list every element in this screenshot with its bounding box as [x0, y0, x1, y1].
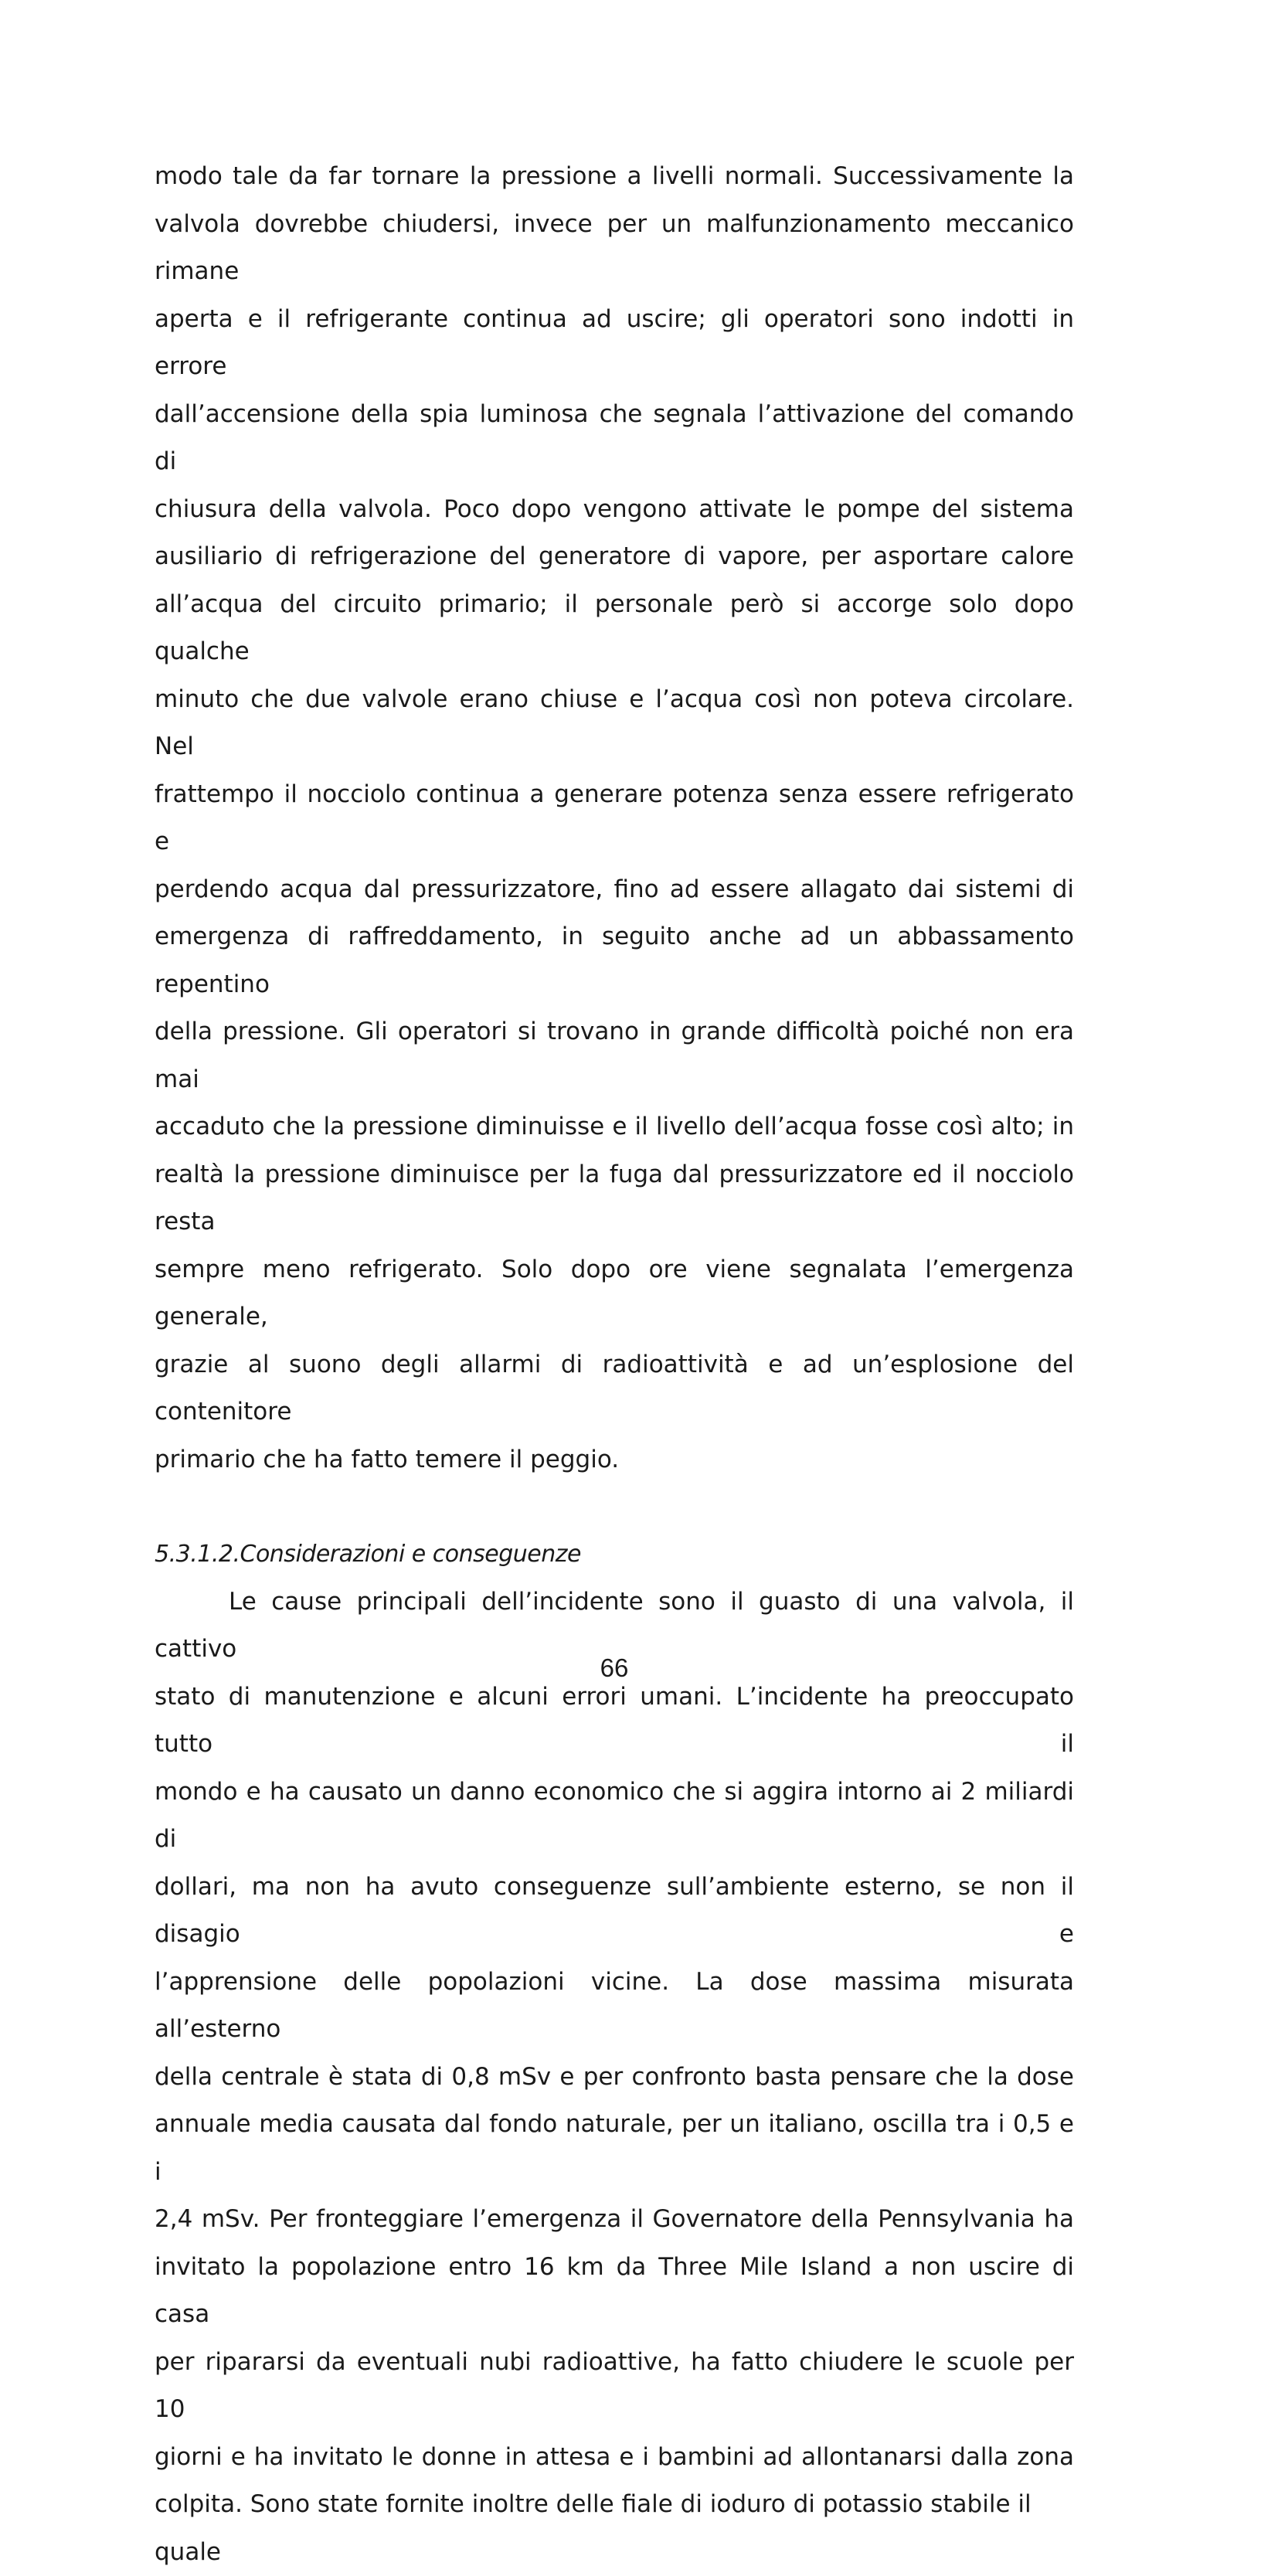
paragraph-1-line: ausiliario di refrigerazione del generatore di vapore, per asportare calore: [155, 533, 1074, 581]
paragraph-1-line: valvola dovrebbe chiudersi, invece per un malfunzionamento meccanico rimane: [155, 201, 1074, 296]
paragraph-2-line: per ripararsi da eventuali nubi radioattive, ha fatto chiudere le scuole per 10: [155, 2339, 1074, 2434]
paragraph-1-line: emergenza di raffreddamento, in seguito anche ad un abbassamento repentino: [155, 913, 1074, 1008]
paragraph-2-line: Le cause principali dell’incidente sono il guasto di una valvola, il cattivo: [155, 1579, 1074, 1674]
paragraph-1-line: della pressione. Gli operatori si trovano in grande difficoltà poiché non era mai: [155, 1008, 1074, 1103]
paragraph-2-line: stato di manutenzione e alcuni errori umani. L’incidente ha preoccupato tutto il: [155, 1674, 1074, 1769]
paragraph-2-line: della centrale è stata di 0,8 mSv e per confronto basta pensare che la dose: [155, 2054, 1074, 2102]
paragraph-2-line: l’apprensione delle popolazioni vicine. La dose massima misurata all’esterno: [155, 1959, 1074, 2054]
paragraph-2-line: invitato la popolazione entro 16 km da Three Mile Island a non uscire di casa: [155, 2244, 1074, 2339]
paragraph-2-line: mondo e ha causato un danno economico che si aggira intorno ai 2 miliardi di: [155, 1769, 1074, 1864]
paragraph-1-line: realtà la pressione diminuisce per la fuga dal pressurizzatore ed il nocciolo resta: [155, 1151, 1074, 1246]
paragraph-1-line: dall’accensione della spia luminosa che segnala l’attivazione del comando di: [155, 391, 1074, 486]
paragraph-2-line: 2,4 mSv. Per fronteggiare l’emergenza il Governatore della Pennsylvania ha: [155, 2196, 1074, 2244]
paragraph-1-line: grazie al suono degli allarmi di radioattività e ad un’esplosione del contenitore: [155, 1341, 1074, 1436]
paragraph-1-line: perdendo acqua dal pressurizzatore, fino ad essere allagato dai sistemi di: [155, 866, 1074, 914]
paragraph-1-line: chiusura della valvola. Poco dopo vengono attivate le pompe del sistema: [155, 486, 1074, 534]
paragraph-1-line: frattempo il nocciolo continua a generare potenza senza essere refrigerato e: [155, 771, 1074, 866]
paragraph-2-line: colpita. Sono state fornite inoltre delle fiale di ioduro di potassio stabile il quale: [155, 2481, 1074, 2576]
paragraph-1-line: minuto che due valvole erano chiuse e l’acqua così non poteva circolare. Nel: [155, 676, 1074, 771]
paragraph-1-line: aperta e il refrigerante continua ad uscire; gli operatori sono indotti in errore: [155, 296, 1074, 391]
section-heading: 5.3.1.2.Considerazioni e conseguenze: [155, 1531, 1074, 1579]
paragraph-1-line: sempre meno refrigerato. Solo dopo ore viene segnalata l’emergenza generale,: [155, 1246, 1074, 1341]
paragraph-1-line: modo tale da far tornare la pressione a livelli normali. Successivamente la: [155, 153, 1074, 201]
body-text: [155, 153, 1074, 2576]
page-number: 66: [0, 1653, 1229, 1683]
paragraph-1-line: accaduto che la pressione diminuisse e il livello dell’acqua fosse così alto; in: [155, 1103, 1074, 1151]
paragraph-2-line: dollari, ma non ha avuto conseguenze sull’ambiente esterno, se non il disagio e: [155, 1864, 1074, 1959]
paragraph-1-line: primario che ha fatto temere il peggio.: [155, 1436, 1074, 1484]
paragraph-1-line: all’acqua del circuito primario; il personale però si accorge solo dopo qualche: [155, 581, 1074, 676]
paragraph-2-line: annuale media causata dal fondo naturale, per un italiano, oscilla tra i 0,5 e i: [155, 2101, 1074, 2196]
paragraph-considerations: [155, 1579, 1074, 2576]
paragraph-incident-description: [155, 153, 1074, 1483]
paragraph-2-line: giorni e ha invitato le donne in attesa e i bambini ad allontanarsi dalla zona: [155, 2434, 1074, 2482]
